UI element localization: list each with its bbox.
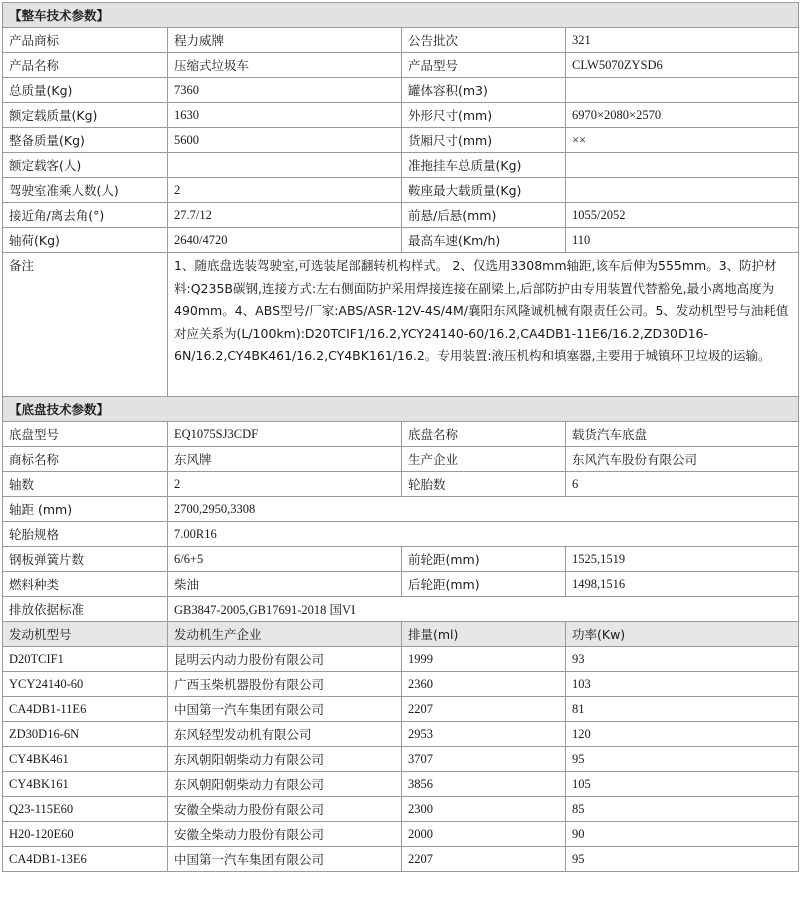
param-value: 1525,1519: [566, 547, 799, 572]
engine-power: 93: [566, 647, 799, 672]
param-label: 底盘型号: [3, 422, 168, 447]
engine-maker: 中国第一汽车集团有限公司: [168, 847, 402, 872]
engine-displacement: 2360: [402, 672, 566, 697]
param-value: 27.7/12: [168, 203, 402, 228]
engine-power: 103: [566, 672, 799, 697]
param-label: 前轮距(mm): [402, 547, 566, 572]
vehicle-row: [3, 228, 799, 253]
param-value: 2640/4720: [168, 228, 402, 253]
param-value: 载货汽车底盘: [566, 422, 799, 447]
vehicle-row: [3, 153, 799, 178]
param-value: [168, 153, 402, 178]
chassis-row: [3, 572, 799, 597]
engine-row: [3, 797, 799, 822]
emission-row: [3, 597, 799, 622]
engine-col-header: 发动机生产企业: [168, 622, 402, 647]
chassis-row: [3, 447, 799, 472]
param-value: CLW5070ZYSD6: [566, 53, 799, 78]
param-value: 5600: [168, 128, 402, 153]
param-value: 110: [566, 228, 799, 253]
engine-col-header: 功率(Kw): [566, 622, 799, 647]
engine-power: 85: [566, 797, 799, 822]
param-value: 东风汽车股份有限公司: [566, 447, 799, 472]
engine-maker: 东风朝阳朝柴动力有限公司: [168, 772, 402, 797]
param-value: 7360: [168, 78, 402, 103]
engine-col-header: 排量(ml): [402, 622, 566, 647]
chassis-row: [3, 422, 799, 447]
engine-maker: 安徽全柴动力股份有限公司: [168, 822, 402, 847]
param-label: 产品名称: [3, 53, 168, 78]
param-value: 柴油: [168, 572, 402, 597]
tire-spec-label: 轮胎规格: [3, 522, 168, 547]
chassis-section-row: [3, 397, 799, 422]
engine-row: [3, 647, 799, 672]
param-label: 整备质量(Kg): [3, 128, 168, 153]
engine-maker: 昆明云内动力股份有限公司: [168, 647, 402, 672]
engine-displacement: 2300: [402, 797, 566, 822]
vehicle-row: [3, 78, 799, 103]
vehicle-row: [3, 203, 799, 228]
param-value: 2: [168, 472, 402, 497]
engine-maker: 中国第一汽车集团有限公司: [168, 697, 402, 722]
wheelbase-value: 2700,2950,3308: [168, 497, 799, 522]
param-label: 罐体容积(m3): [402, 78, 566, 103]
engine-row: [3, 822, 799, 847]
param-value: ××: [566, 128, 799, 153]
param-label: 接近角/离去角(°): [3, 203, 168, 228]
remark-row: [3, 253, 799, 397]
engine-maker: 东风轻型发动机有限公司: [168, 722, 402, 747]
param-label: 生产企业: [402, 447, 566, 472]
param-label: 后轮距(mm): [402, 572, 566, 597]
param-value: 1630: [168, 103, 402, 128]
engine-displacement: 2953: [402, 722, 566, 747]
engine-row: [3, 847, 799, 872]
param-label: 商标名称: [3, 447, 168, 472]
vehicle-section-title: 【整车技术参数】: [3, 3, 799, 28]
engine-model: CY4BK461: [3, 747, 168, 772]
vehicle-row: [3, 28, 799, 53]
engine-row: [3, 722, 799, 747]
engine-model: CY4BK161: [3, 772, 168, 797]
param-label: 最高车速(Km/h): [402, 228, 566, 253]
engine-maker: 广西玉柴机器股份有限公司: [168, 672, 402, 697]
engine-model: D20TCIF1: [3, 647, 168, 672]
engine-displacement: 2207: [402, 847, 566, 872]
param-value: [566, 78, 799, 103]
engine-displacement: 2207: [402, 697, 566, 722]
param-label: 产品商标: [3, 28, 168, 53]
engine-model: CA4DB1-13E6: [3, 847, 168, 872]
param-label: 额定载质量(Kg): [3, 103, 168, 128]
vehicle-row: [3, 103, 799, 128]
param-value: EQ1075SJ3CDF: [168, 422, 402, 447]
vehicle-row: [3, 128, 799, 153]
param-label: 轴荷(Kg): [3, 228, 168, 253]
param-label: 总质量(Kg): [3, 78, 168, 103]
engine-displacement: 3707: [402, 747, 566, 772]
remark-text: 1、随底盘选装驾驶室,可选装尾部翻转机构样式。 2、仅选用3308mm轴距,该车后伸为555mm。3、防护材料:Q235B碳钢,连接方式:左右侧面防护采用焊接连接在副梁上,后部防护由专用装置代替豁免,最小离地高度为490mm。4、ABS型号/厂家:ABS/ASR-12V-4S/4M/襄阳东风隆诚机械有限责任公司。5、发动机型号与油耗值对应关系为(L/100km):D20TCIF1/16.2,YCY24140-60/16.2,CA4DB1-11E6/16.2,ZD30D16-6N/16.2,CY4BK461/16.2,CY4BK161/16.2。专用装置:液压机构和填塞器,主要用于城镇环卫垃圾的运输。: [168, 253, 799, 397]
param-value: 1498,1516: [566, 572, 799, 597]
remark-label: 备注: [3, 253, 168, 397]
engine-row: [3, 672, 799, 697]
param-label: 外形尺寸(mm): [402, 103, 566, 128]
engine-power: 105: [566, 772, 799, 797]
param-label: 额定载客(人): [3, 153, 168, 178]
engine-maker: 安徽全柴动力股份有限公司: [168, 797, 402, 822]
engine-model: Q23-115E60: [3, 797, 168, 822]
spec-sheet: [2, 2, 798, 872]
engine-power: 81: [566, 697, 799, 722]
engine-row: [3, 772, 799, 797]
engine-col-header: 发动机型号: [3, 622, 168, 647]
spec-table: [2, 2, 799, 872]
param-label: 准拖挂车总质量(Kg): [402, 153, 566, 178]
param-value: 压缩式垃圾车: [168, 53, 402, 78]
emission-label: 排放依据标准: [3, 597, 168, 622]
engine-row: [3, 747, 799, 772]
engine-maker: 东风朝阳朝柴动力有限公司: [168, 747, 402, 772]
engine-header-row: [3, 622, 799, 647]
param-value: 6970×2080×2570: [566, 103, 799, 128]
engine-power: 120: [566, 722, 799, 747]
tire-spec-value: 7.00R16: [168, 522, 799, 547]
engine-power: 95: [566, 747, 799, 772]
chassis-row: [3, 472, 799, 497]
engine-power: 90: [566, 822, 799, 847]
param-label: 公告批次: [402, 28, 566, 53]
param-value: 321: [566, 28, 799, 53]
param-value: [566, 178, 799, 203]
tire-spec-row: [3, 522, 799, 547]
param-value: 6/6+5: [168, 547, 402, 572]
vehicle-row: [3, 178, 799, 203]
engine-model: ZD30D16-6N: [3, 722, 168, 747]
param-value: 2: [168, 178, 402, 203]
param-label: 产品型号: [402, 53, 566, 78]
chassis-section-title: 【底盘技术参数】: [3, 397, 799, 422]
emission-value: GB3847-2005,GB17691-2018 国VI: [168, 597, 799, 622]
engine-power: 95: [566, 847, 799, 872]
param-value: 1055/2052: [566, 203, 799, 228]
engine-model: CA4DB1-11E6: [3, 697, 168, 722]
engine-displacement: 2000: [402, 822, 566, 847]
wheelbase-row: [3, 497, 799, 522]
param-label: 驾驶室准乘人数(人): [3, 178, 168, 203]
param-label: 前悬/后悬(mm): [402, 203, 566, 228]
param-label: 轴数: [3, 472, 168, 497]
param-label: 钢板弹簧片数: [3, 547, 168, 572]
engine-model: YCY24140-60: [3, 672, 168, 697]
param-value: 6: [566, 472, 799, 497]
engine-displacement: 1999: [402, 647, 566, 672]
param-label: 鞍座最大载质量(Kg): [402, 178, 566, 203]
engine-row: [3, 697, 799, 722]
param-label: 燃料种类: [3, 572, 168, 597]
param-label: 货厢尺寸(mm): [402, 128, 566, 153]
param-value: 程力威牌: [168, 28, 402, 53]
param-value: [566, 153, 799, 178]
param-value: 东风牌: [168, 447, 402, 472]
vehicle-row: [3, 53, 799, 78]
param-label: 轮胎数: [402, 472, 566, 497]
engine-displacement: 3856: [402, 772, 566, 797]
engine-model: H20-120E60: [3, 822, 168, 847]
chassis-row: [3, 547, 799, 572]
param-label: 底盘名称: [402, 422, 566, 447]
wheelbase-label: 轴距 (mm): [3, 497, 168, 522]
